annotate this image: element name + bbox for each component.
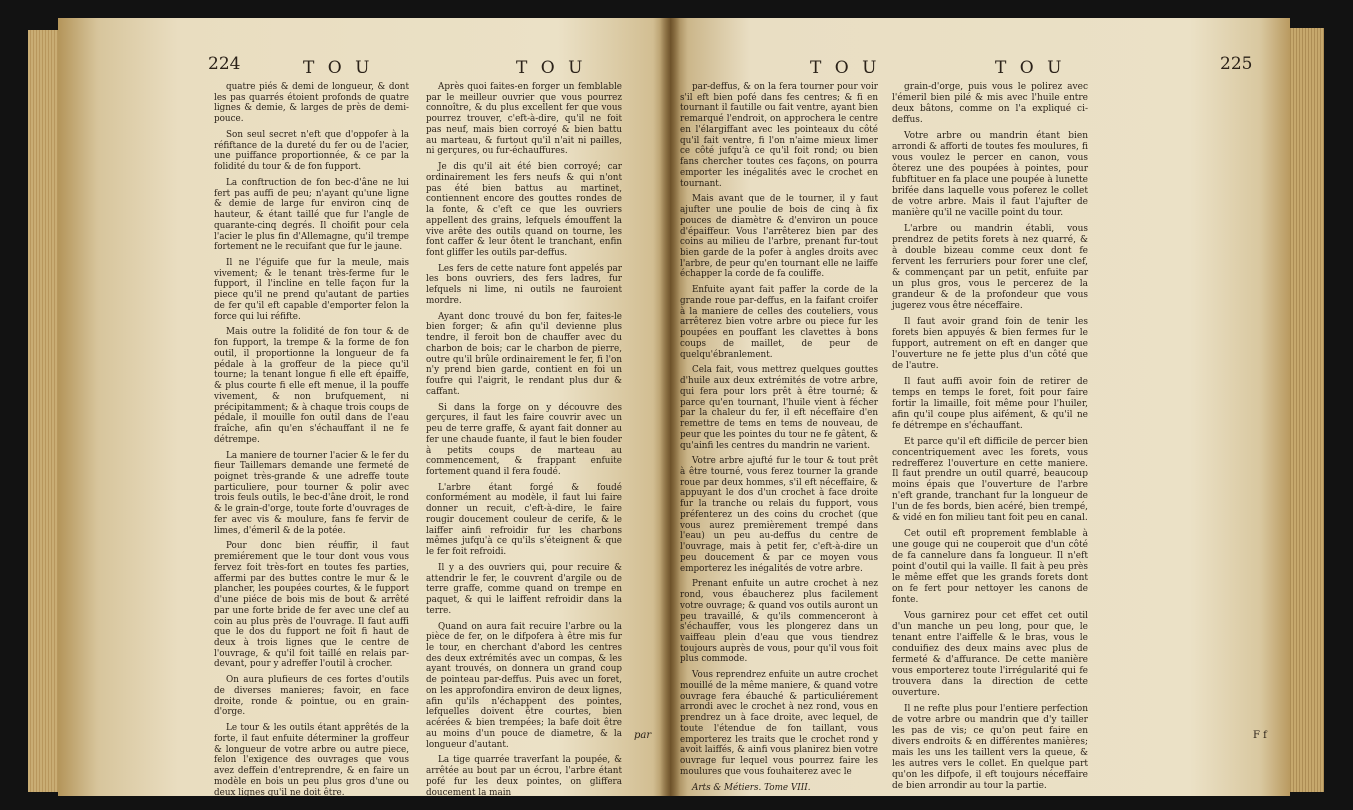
paragraph: Et parce qu'il eft difficile de percer bien concentriquement avec les forets, vous redrefferez l'ouverture en cette maniere. Il faut prendre un outil quarré, beaucoup moins épais que l'ouverture de l'arbre n'eft grande, tranchant fur la longueur de l'un de fes bords, bien acéré, bien trempé, & vidé en fon milieu tant foit peu en canal. — [892, 436, 1088, 524]
paragraph: Les fers de cette nature font appelés par les bons ouvriers, des fers ladres, fur lefquels ni lime, ni outils ne fauroient mordre. — [426, 263, 622, 306]
paragraph: Après quoi faites-en forger un femblable par le meilleur ouvrier que vous pourrez connoître, & du plus excellent fer que vous pourrez trouver, c'eft-à-dire, qu'il ne foit pas neuf, mais bien corroyé & bien battu au marteau, & furtout qu'il n'ait ni pailles, ni gerçures, ou fur-échauffures. — [426, 82, 622, 157]
right-page — [670, 18, 1290, 796]
running-head: T O U — [810, 58, 881, 78]
paragraph: La maniere de tourner l'acier & le fer du fieur Taillemars demande une fermeté de poignet très-grande & une adreffe toute particuliere, pour tourner & polir avec trois feuls outils, le bec-d'âne droit, le rond & le grain-d'orge, toute forte d'ouvrages de fer avec vis & moulure, fans fe fervir de limes, d'émeril & de la potée. — [214, 450, 409, 536]
paragraph: grain-d'orge, puis vous le polirez avec l'émeril bien pilé & mis avec l'huile entre deux bâtons, comme on l'a expliqué ci-deffus. — [892, 82, 1088, 125]
book-gutter — [660, 18, 680, 796]
left-page-edges — [28, 30, 62, 792]
text-column — [426, 82, 622, 796]
paragraph: Ayant donc trouvé du bon fer, faites-le bien forger; & afin qu'il devienne plus tendre, il feroit bon de chauffer avec du charbon de bois; car le charbon de pierre, outre qu'il brûle ordinairement le fer, fi l'on n'y prend bien garde, contient en foi un foufre qui l'aigrit, le rendant plus dur & caffant. — [426, 311, 622, 397]
paragraph: quatre piés & demi de longueur, & dont les pas quarrés étoient profonds de quatre lignes & demie, & larges de près de demi-pouce. — [214, 82, 409, 125]
paragraph: Il ne refte plus pour l'entiere perfection de votre arbre ou mandrin que d'y tailler les pas de vis; ce qu'on peut faire en divers endroits & en différentes manières; mais les uns les taillent vers la queue, & les autres vers le collet. En quelque part qu'on les difpofe, il eft toujours néceffaire de bien arrondir au tour la partie. — [892, 704, 1088, 792]
paragraph: Quand on aura fait recuire l'arbre ou la pièce de fer, on le difpofera à être mis fur le tour, en cherchant d'abord les centres des deux extrémités avec un compas, & les ayant trouvés, on donnera un grand coup de pointeau par-deffus. Puis avec un foret, on les approfondira environ de deux lignes, afin qu'ils n'échappent des pointes, lefquelles doivent être courtes, bien acérées & bien trempées; la bafe doit être au moins d'un pouce de diametre, & la longueur d'autant. — [426, 621, 622, 750]
paragraph: La tige quarrée traverfant la poupée, & arrêtée au bout par un écrou, l'arbre étant pofé fur les deux pointes, on gliffera doucement la main — [426, 755, 622, 796]
paragraph: Il y a des ouvriers qui, pour recuire & attendrir le fer, le couvrent d'argile ou de terre graffe, comme quand on trempe en paquet, & qui le laiffent refroidir dans la terre. — [426, 562, 622, 616]
paragraph: La conftruction de fon bec-d'âne ne lui fert pas auffi de peu; n'ayant qu'une ligne & demie de large fur environ cinq de hauteur, & étant taillé que fur l'angle de quarante-cinq degrés. Il choifit pour cela l'acier le plus fin d'Allemagne, qu'il trempe fortement ne le recuifant que fur le jaune. — [214, 177, 409, 253]
paragraph: Pour donc bien réuffir, il faut premiérement que le tour dont vous vous fervez foit très-fort en toutes fes parties, affermi par des buttes contre le mur & le plancher, les poupées courtes, & le fupport d'une piéce de bois mis de bout & arrêté par une forte bride de fer avec une clef au coin au plus près de l'ouvrage. Il faut auffi que le dos du fupport ne foit fi haut de deux à trois lignes que le centre de l'ouvrage, & qu'il foit taillé en relais par-devant, pour y adreffer l'outil à crocher. — [214, 541, 409, 670]
running-head: T O U — [516, 58, 587, 78]
paragraph: Son seul secret n'eft que d'oppofer à la réfiftance de la dureté du fer ou de l'acier, une puiffance proportionnée, & ce par la folidité du tour & de fon fupport. — [214, 129, 409, 173]
volume-footer: Arts & Métiers. Tome VIII. — [692, 782, 811, 793]
paragraph: Cet outil eft proprement femblable à une gouge qui ne couperoit que d'un côté de fa cannelure dans fa longueur. Il n'eft point d'outil qui la vaille. Il fait à peu près le même effet que les grands forets dont on fe fert pour nettoyer les canons de fonte. — [892, 529, 1088, 606]
paragraph: Prenant enfuite un autre crochet à nez rond, vous ébaucherez plus facilement votre ouvrage; & quand vos outils auront un peu travaillé, & qu'ils commenceront à s'échauffer, vous les plongerez dans un vaiffeau plein d'eau que vous tiendrez toujours auprès de vous, pour qu'il vous foit plus commode. — [680, 579, 878, 665]
running-head: T O U — [303, 58, 374, 78]
text-column — [892, 82, 1088, 796]
paragraph: Vous garnirez pour cet effet cet outil d'un manche un peu long, pour que, le tenant entre l'aiffelle & le bras, vous le conduifiez des deux mains avec plus de fermeté & d'affurance. De cette manière vous emporterez toute l'irrégularité qui fe trouvera dans la direction de cette ouverture. — [892, 611, 1088, 699]
paragraph: Votre arbre ajufté fur le tour & tout prêt à être tourné, vous ferez tourner la grande roue par deux hommes, s'il eft néceffaire, & appuyant le dos d'un crochet à face droite fur la tranche ou relais du fupport, vous préfenterez un des coins du crochet (que vous aurez premièrement trempé dans l'eau) un peu au-deffus du centre de l'ouvrage, mais à petit fer, c'eft-à-dire un peu doucement & par ce moyen vous emporterez les inégalités de votre arbre. — [680, 456, 878, 574]
paragraph: Il faut avoir grand foin de tenir les forets bien appuyés & bien fermes fur le fupport, autrement on eft en danger que l'ouverture ne fe jette plus d'un côté que de l'autre. — [892, 316, 1088, 371]
text-column — [680, 82, 878, 796]
paragraph: Je dis qu'il ait été bien corroyé; car ordinairement les fers neufs & qui n'ont pas été bien battus au martinet, contiennent encore des gouttes rondes de la fonte, & c'eft ce que les ouvriers appellent des grains, lefquels émouffent la vive arête des outils quand on tourne, les font caffer & leur ôtent le tranchant, enfin font gliffer les outils par-deffus. — [426, 162, 622, 259]
paragraph: Vous reprendrez enfuite un autre crochet mouillé de la même maniere, & quand votre ouvrage fera ébauché & particuliérement arrondi avec le crochet à nez rond, vous en prendrez un à face droite, avec lequel, de toute l'étendue de fon taillant, vous emporterez les traits que le crochet rond y avoit laiffés, & ainfi vous planirez bien votre ouvrage fur lequel vous pourrez faire les moulures que vous fouhaiterez avec le — [680, 670, 878, 777]
paragraph: par-deffus, & on la fera tourner pour voir s'il eft bien pofé dans fes centres; & fi en tournant il fautille ou fait ventre, ayant bien remarqué l'endroit, on approchera le centre en l'élargiffant avec les pointeaux du côté qu'il fait ventre, fi l'on n'aime mieux limer ce côté jufqu'à ce qu'il foit rond; ou bien fans chercher toutes ces façons, on pourra emporter les inégalités avec le crochet en tournant. — [680, 82, 878, 189]
page-number: 225 — [1220, 54, 1253, 74]
right-page-edges — [1288, 28, 1324, 792]
text-column — [214, 82, 409, 796]
running-head: T O U — [995, 58, 1066, 78]
paragraph: Mais outre la folidité de fon tour & de fon fupport, la trempe & la forme de fon outil, il proportionne la longueur de fa pédale à la groffeur de la piece qu'il tourne; la tenant longue fi elle eft épaiffe, & plus courte fi elle eft menue, il la pouffe vivement, & non brufquement, ni précipitamment; & à chaque trois coups de pédale, il mouille fon outil dans de l'eau fraîche, afin qu'en s'échauffant il ne fe détrempe. — [214, 327, 409, 445]
paragraph: On aura plufieurs de ces fortes d'outils de diverses manieres; favoir, en face droite, ronde & pointue, ou en grain-d'orge. — [214, 675, 409, 718]
paragraph: L'arbre étant forgé & foudé conformément au modèle, il faut lui faire donner un recuit, c'eft-à-dire, le faire rougir doucement couleur de cerife, & le laiffer ainfi refroidir fur les charbons mêmes jufqu'à ce qu'ils s'éteignent & que le fer foit refroidi. — [426, 482, 622, 558]
signature-mark: F f — [1253, 730, 1267, 741]
paragraph: Enfuite ayant fait paffer la corde de la grande roue par-deffus, en la faifant croifer à la maniere de celles des couteliers, vous arrêterez bien votre arbre ou piece fur les poupées en pouffant les clavettes à bons coups de maillet, de peur de quelqu'ébranlement. — [680, 285, 878, 360]
paragraph: L'arbre ou mandrin établi, vous prendrez de petits forets à nez quarré, & à double bizeau comme ceux dont fe fervent les ferruriers pour forer une clef, & commençant par un petit, enfuite par un plus gros, vous le percerez de la grandeur & de la profondeur que vous jugerez vous être néceffaire. — [892, 223, 1088, 311]
left-page — [58, 18, 670, 796]
catchword: par — [634, 730, 652, 741]
paragraph: Le tour & les outils étant apprêtés de la forte, il faut enfuite déterminer la groffeur & longueur de votre arbre ou autre piece, felon l'exigence des ouvrages que vous avez deffein d'entreprendre, & en faire un modèle en bois un peu plus gros d'une ou deux lignes qu'il ne doit être. — [214, 723, 409, 796]
paragraph: Si dans la forge on y découvre des gerçures, il faut les faire couvrir avec un peu de terre graffe, & ayant fait donner au fer une chaude fuante, il faut le bien fouder à petits coups de marteau au commencement, & frappant enfuite fortement quand il fera foudé. — [426, 402, 622, 477]
paragraph: Mais avant que de le tourner, il y faut ajufter une poulie de bois de cinq à fix pouces de diamètre & d'environ un pouce d'épaiffeur. Vous l'arrêterez bien par des coins au milieu de l'arbre, prenant fur-tout bien garde de la pofer à angles droits avec l'arbre, de peur qu'en tournant elle ne laiffe échapper la corde de fa couliffe. — [680, 194, 878, 280]
paragraph: Il ne l'éguife que fur la meule, mais vivement; & le tenant très-ferme fur le fupport, il l'incline en telle façon fur la piece qu'il ne prend qu'autant de parties de fer qu'il eft capable d'emporter felon la force qui lui réfifte. — [214, 258, 409, 322]
paragraph: Il faut auffi avoir foin de retirer de temps en temps le foret, foit pour faire fortir la limaille, foit même pour l'huiler, afin qu'il coupe plus aifément, & qu'il ne fe détrempe en s'échauffant. — [892, 376, 1088, 431]
paragraph: Votre arbre ou mandrin étant bien arrondi & afforti de toutes fes moulures, fi vous voulez le percer en canon, vous ôterez une des poupées à pointes, pour fubftituer en fa place une poupée à lunette brifée dans laquelle vous poferez le collet de votre arbre. Mais il faut l'ajufter de manière qu'il ne vacille point du tour. — [892, 130, 1089, 218]
paragraph: Cela fait, vous mettrez quelques gouttes d'huile aux deux extrémités de votre arbre, qui fera pour lors prêt à être tourné; & parce qu'en tournant, l'huile vient à fécher par la chaleur du fer, il eft néceffaire d'en remettre de tems en tems de nouveau, de peur que les pointes du tour ne fe gâtent, & qu'ainfi les centres du mandrin ne varient. — [680, 365, 878, 451]
page-number: 224 — [208, 54, 241, 74]
